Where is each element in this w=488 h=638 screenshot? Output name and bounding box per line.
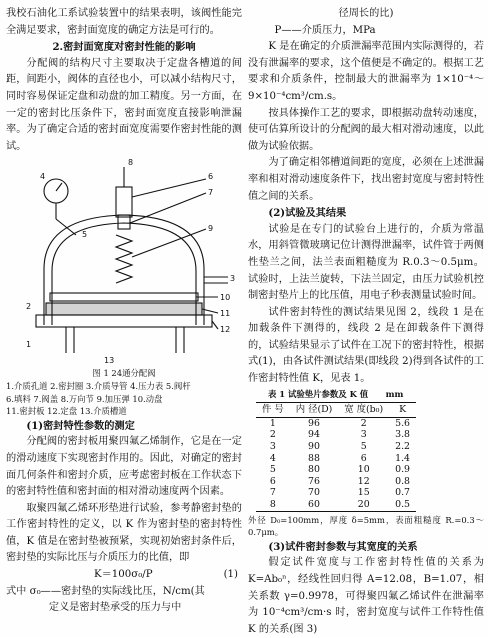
figure-caption: 图 1 24通分配阀 xyxy=(92,368,156,379)
table-cell: 12 xyxy=(357,475,370,487)
table-unit: mm xyxy=(385,388,404,399)
figure-callout: 13 xyxy=(104,356,115,366)
paragraph: 按具体操作工艺的要求，即根据动盘转动速度，使可估算所设计的分配阀的最大相对滑动速度，以此做为试验依据。 xyxy=(248,107,484,152)
table-cell: 76 xyxy=(308,475,320,487)
table-row xyxy=(256,429,416,441)
paragraph: 分配阀的结构尺寸主要取决于定盘各槽道的间距，间距小，阀体的直径也小，可以减小结构尺寸，同时容易保证定盘和动盘的加工精度。另一方面，在一定的密封比压条件下，密封面宽度直接影响泄漏率。为了确定合适的密封面宽度需要作密封性能的测试。 xyxy=(6,57,242,152)
table-title xyxy=(268,388,484,401)
table-cell: 1.4 xyxy=(395,452,411,464)
figure-callout: 4 xyxy=(40,172,46,182)
table-cell: 60 xyxy=(290,499,339,511)
table-cell: 88 xyxy=(308,452,320,464)
table-cell: 0.5 xyxy=(389,499,416,511)
table-cell: 3 xyxy=(269,441,276,453)
figure-callout: 5 xyxy=(82,230,88,240)
table-cell: 0.7 xyxy=(395,487,411,499)
paragraph: 试件密封特性的测试结果见图 2，线段 1 是在加载条件下测得的，线段 2 是在卸载条件下测得的，试验结果显示了试件在工况下的密封特性，根据式(1)，由各试件测试结果(即线段 2)得到各试件的工作密封特性值 K，见表 1。 xyxy=(248,306,484,385)
paragraph: 定义是密封垫承受的压力与中 xyxy=(48,602,182,614)
table-cell: 80 xyxy=(308,464,320,476)
table-row xyxy=(256,453,416,465)
table-cell: 5 xyxy=(269,464,276,476)
table-cell: 0.9 xyxy=(395,464,411,476)
subsection-heading: (1)密封特性参数的测定 xyxy=(26,419,135,432)
table-note: 外径 D₀=100mm，厚度 δ=5mm，表面粗糙度 R.=0.3～0.7μm。 xyxy=(248,514,484,538)
table-cell: 2 xyxy=(269,429,276,441)
figure-callout: 8 xyxy=(128,158,134,168)
distribution-valve-figure xyxy=(6,157,242,367)
paragraph: 式中 σ₀——密封垫的实际线比压，N/cm(其 xyxy=(6,585,205,597)
paragraph: 我校石油化工系试验装置中的结果表明，该阀性能完全满足要求，密封面宽度的确定方法是可行的。 xyxy=(6,8,242,36)
paragraph: P——介质压力，MPa xyxy=(274,24,376,36)
table-header: 宽 度(b₀) xyxy=(338,403,389,418)
table-cell: 3.8 xyxy=(395,429,411,441)
paragraph: 分配阀的密封板用聚四氟乙烯制作，它是在一定的滑动速度下实现密封作用的。因此，对确定的密封面几何条件和密封介质，应考虑密封板在工作状态下的密封特性值和密封面的相对滑动速度两个因素。 xyxy=(6,436,242,498)
figure-callout: 2 xyxy=(26,302,32,312)
table-cell: 15 xyxy=(357,487,370,499)
paragraph: 取聚四氟乙烯环形垫进行试验，参考静密封垫的工作密封特性的定义，以 K 作为密封垫的密封特性值，K 值是在密封垫被预紧，实现初始密封条件后，密封垫的实际比压与介质压力的比值，即 xyxy=(6,502,242,564)
figure-legend-line: 11.密封板 12.定盘 13.介质槽道 xyxy=(6,406,127,417)
figure-legend-line: 6.填料 7.阀盖 8.万向节 9.加压弹 10.动盘 xyxy=(6,393,163,404)
table-cell: 6 xyxy=(360,452,367,464)
table-cell: 70 xyxy=(308,487,320,499)
table-row xyxy=(256,464,416,476)
figure-legend-line: 1.介质孔道 2.密封圈 3.介质导管 4.压力表 5.阀杆 xyxy=(6,380,191,391)
table-title-text: 表 1 试验垫片参数及 K 值 xyxy=(268,388,369,399)
equation-number: (1) xyxy=(223,569,238,581)
table-row xyxy=(256,417,416,429)
table-cell: 2 xyxy=(360,417,367,429)
equation-1 xyxy=(6,567,242,584)
table-row xyxy=(256,487,416,499)
figure-callout: 6 xyxy=(208,172,214,182)
table-header-row xyxy=(256,403,416,418)
table-cell: 7 xyxy=(269,487,276,499)
paragraph: 试验是在专门的试验台上进行的，介质为常温水，用斜管微玻璃记位计测得泄漏率，试件管于两侧性垫兰之间，法兰表面粗糙度为 R.0.3～0.5μm。试验时，上法兰旋转，下法兰固定，由压力试验机控制密封垫片上的比压值，用电子秒表测量试验时间。 xyxy=(248,223,484,302)
subsection-heading: (2)试验及其结果 xyxy=(268,207,347,220)
gasket-parameters-table xyxy=(256,402,416,511)
equation-formula: K＝100σ₀/P xyxy=(94,569,153,581)
table-cell: 3 xyxy=(360,429,367,441)
table-cell: 0.8 xyxy=(395,475,411,487)
figure-callout: 1 xyxy=(26,340,32,350)
table-cell: 1 xyxy=(269,417,276,429)
table-row xyxy=(256,441,416,453)
figure-callout: 7 xyxy=(208,188,214,198)
figure-callout: 10 xyxy=(220,293,231,303)
left-column xyxy=(6,6,242,617)
table-cell: 5 xyxy=(360,441,367,453)
table-header: 件 号 xyxy=(256,403,290,418)
right-column xyxy=(248,6,484,638)
valve-drawing xyxy=(6,157,242,367)
paragraph: K 是在确定的介质泄漏率范围内实际测得的，若没有泄漏率的要求，这个值便是不确定的。根据工艺要求和介质条件，控制最大的泄漏率为 1×10⁻⁴～9×10⁻⁴cm³/cm.s。 xyxy=(248,41,484,102)
table-cell: 90 xyxy=(308,441,320,453)
figure-callout: 11 xyxy=(220,309,231,319)
table-cell: 5.6 xyxy=(395,417,411,429)
paragraph: 为了确定相邻槽道间距的宽度，必须在上述泄漏率和相对滑动速度条件下，找出密封宽度与密封特性值之间的关系。 xyxy=(248,157,484,202)
section-heading: 2.密封面宽度对密封性能的影响 xyxy=(52,41,196,54)
figure-callout: 12 xyxy=(220,325,231,335)
subsection-heading: (3)试件密封参数与其宽度的关系 xyxy=(268,540,418,553)
paragraph: 径周长的比) xyxy=(338,8,394,19)
paragraph: 假定试件宽度与工作密封特性值的关系为 K=Ab₀ⁿ，经线性回归得 A=12.08，B=1.07，相关系数 γ=0.9978，可得聚四氟乙烯试件在泄漏率为 10⁻⁴cm³/cm·s 时，密封宽度与试件工作特性值 K 的关系(图 3) xyxy=(248,557,484,635)
table-cell: 20 xyxy=(338,499,389,511)
table-header: K xyxy=(389,403,416,418)
figure-callout: 3 xyxy=(230,274,236,284)
table-row xyxy=(256,476,416,488)
table-header: 内 径(D) xyxy=(290,403,339,418)
table-cell: 96 xyxy=(308,417,320,429)
table-cell: 4 xyxy=(269,452,276,464)
table-cell: 94 xyxy=(308,429,320,441)
figure-callout: 9 xyxy=(208,224,214,234)
table-cell: 10 xyxy=(357,464,370,476)
table-cell: 6 xyxy=(269,475,276,487)
table-cell: 2.2 xyxy=(395,441,411,453)
table-cell: 8 xyxy=(256,499,290,511)
table-row xyxy=(256,499,416,511)
